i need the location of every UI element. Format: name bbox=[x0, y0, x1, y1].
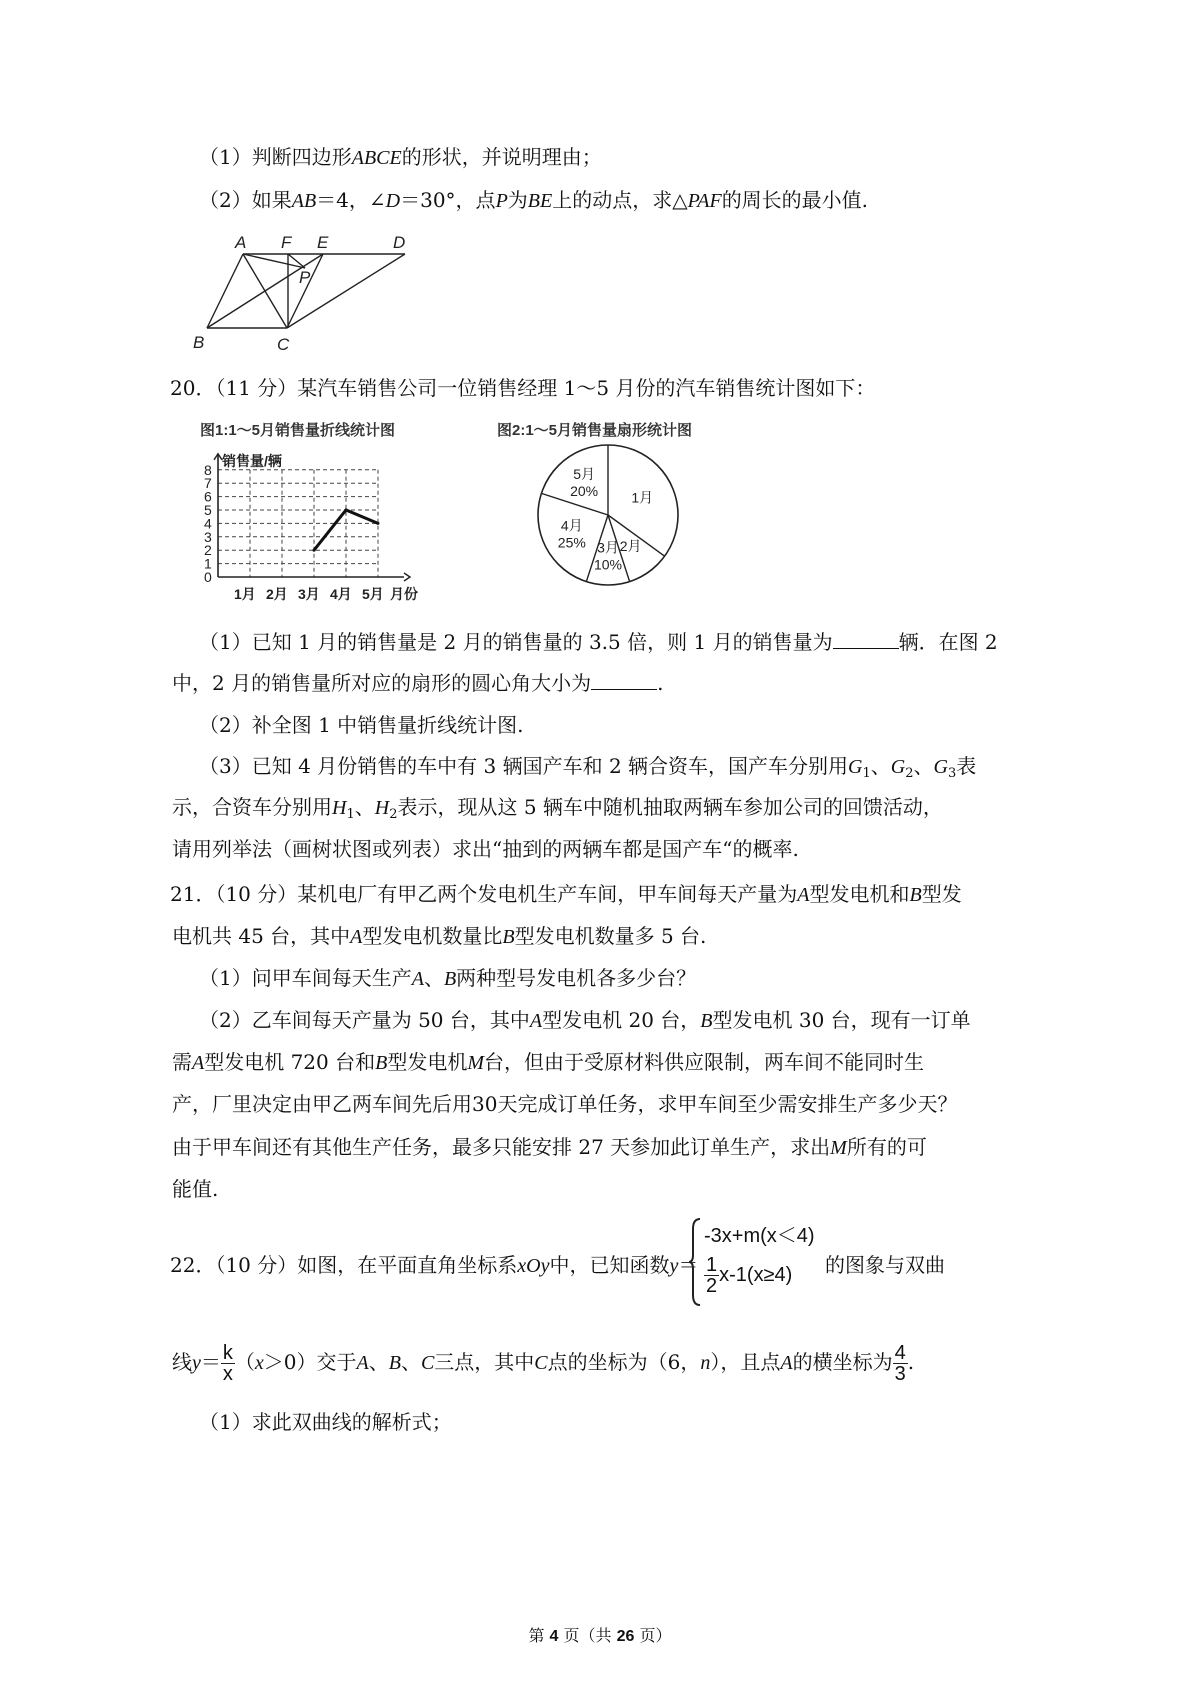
pie-label: 3月 bbox=[597, 539, 619, 556]
q22-p1: （1）求此双曲线的解析式； bbox=[199, 1410, 452, 1434]
segment-ac bbox=[243, 254, 287, 328]
left-brace bbox=[688, 1217, 702, 1307]
q20-p1-line2: 中，2 月的销售量所对应的扇形的圆心角大小为 . bbox=[172, 671, 664, 695]
pie-percent-label: 10% bbox=[593, 556, 623, 573]
x-axis-label: 月份 bbox=[390, 586, 418, 602]
y-tick-label: 6 bbox=[204, 488, 212, 505]
label-e: E bbox=[317, 233, 329, 252]
case-2-fraction: $\frac{1}{2}$ bbox=[706, 1254, 718, 1297]
label-p: P bbox=[299, 268, 311, 287]
pie-percent-label: 20% bbox=[570, 483, 599, 500]
case-1: -3x+m(x＜4) bbox=[704, 1225, 815, 1247]
geometry-figure bbox=[185, 228, 425, 358]
x-axis-arrow bbox=[404, 573, 410, 581]
data-point bbox=[345, 509, 348, 512]
q21-p2-line4: 由于甲车间还有其他生产任务，最多只能安排 27 天参加此订单生产，求出M所有的可 bbox=[172, 1135, 927, 1159]
chart1-title: 图1:1～5月销售量折线统计图 bbox=[200, 422, 396, 439]
q22-line2: 线y＝ $\frac{k}{x}$ （x＞0）交于A、B、C三点，其中C点的坐标为（6，n），且点A的横坐标为 $\frac{4}{3}$ . bbox=[172, 1342, 915, 1385]
y-tick-label: 4 bbox=[204, 515, 212, 532]
y-tick-label: 0 bbox=[204, 569, 212, 585]
label-a: A bbox=[235, 233, 247, 252]
q21-line1: 21．（10 分）某机电厂有甲乙两个发电机生产车间，甲车间每天产量为A型发电机和B型发 bbox=[170, 882, 962, 906]
piecewise-function bbox=[688, 1217, 828, 1307]
y-tick-label: 1 bbox=[204, 555, 212, 572]
line-chart bbox=[180, 440, 460, 630]
q19-part2: （2）如果AB＝4，∠D＝30°，点P为BE上的动点，求△PAF的周长的最小值. bbox=[199, 188, 869, 212]
q19-part1: （1）判断四边形ABCE的形状，并说明理由； bbox=[199, 145, 602, 169]
y-tick-label: 3 bbox=[204, 528, 212, 545]
q21-p2-line3: 产，厂里决定由甲乙两车间先后用30天完成订单任务，求甲车间至少需安排生产多少天？ bbox=[172, 1092, 958, 1116]
page-footer: 第 4 页（共 26 页） bbox=[528, 1626, 672, 1645]
series-line bbox=[314, 510, 378, 550]
label-f: F bbox=[281, 233, 292, 252]
x-tick-label: 5月 bbox=[362, 586, 384, 602]
x-tick-label: 4月 bbox=[330, 586, 352, 602]
q20-p3-line2: 示，合资车分别用$H_1$、$H_2$表示，现从这 5 辆车中随机抽取两辆车参加公司的回馈活动， bbox=[172, 795, 943, 822]
y-tick-label: 7 bbox=[204, 475, 212, 492]
data-point bbox=[377, 522, 380, 525]
pie-chart bbox=[530, 440, 690, 600]
label-c: C bbox=[277, 335, 290, 354]
x-tick-label: 2月 bbox=[266, 586, 288, 602]
pie-label: 2月 bbox=[619, 538, 642, 555]
q22-line1-end: 的图象与双曲 bbox=[825, 1253, 945, 1277]
y-axis-label: 销售量/辆 bbox=[222, 452, 282, 469]
q20-header: 20．（11 分）某汽车销售公司一位销售经理 1～5 月份的汽车销售统计图如下： bbox=[170, 376, 876, 400]
label-d: D bbox=[393, 233, 406, 252]
x-tick-label: 1月 bbox=[234, 586, 256, 602]
q20-p3-line3: 请用列举法（画树状图或列表）求出“抽到的两辆车都是国产车“的概率. bbox=[172, 837, 799, 861]
pie-label: 1月 bbox=[631, 489, 654, 506]
data-point bbox=[313, 549, 316, 552]
case-2: $\frac{1}{2}$ x-1(x≥4) bbox=[706, 1254, 793, 1297]
q20-p1-line1: （1）已知 1 月的销售量是 2 月的销售量的 3.5 倍，则 1 月的销售量为 辆．在图 2 bbox=[199, 630, 998, 654]
q21-p2-line5: 能值. bbox=[172, 1177, 219, 1201]
answer-blank-2[interactable] bbox=[591, 671, 657, 690]
q21-p1: （1）问甲车间每天生产A、B两种型号发电机各多少台？ bbox=[199, 966, 697, 990]
k-over-x-fraction: $\frac{k}{x}$ bbox=[222, 1342, 233, 1385]
q21-p2-line1: （2）乙车间每天产量为 50 台，其中A型发电机 20 台，B型发电机 30 台，现有一订单 bbox=[199, 1008, 971, 1032]
answer-blank-1[interactable] bbox=[833, 630, 899, 649]
q22-line1: 22．（10 分）如图，在平面直角坐标系xOy中，已知函数y＝ bbox=[170, 1253, 699, 1277]
q21-line2: 电机共 45 台，其中A型发电机数量比B型发电机数量多 5 台. bbox=[172, 924, 707, 948]
q20-p3-line1: （3）已知 4 月份销售的车中有 3 辆国产车和 2 辆合资车，国产车分别用$G_1$、$G_2$、$G_3$表 bbox=[199, 754, 977, 781]
label-b: B bbox=[193, 333, 205, 352]
pie-label: 4月 bbox=[560, 517, 583, 534]
x-tick-label: 3月 bbox=[298, 586, 320, 602]
chart2-title: 图2:1～5月销售量扇形统计图 bbox=[497, 422, 693, 439]
q20-p2: （2）补全图 1 中销售量折线统计图. bbox=[199, 713, 524, 737]
y-tick-label: 5 bbox=[204, 502, 212, 518]
y-tick-label: 8 bbox=[204, 461, 212, 478]
pie-percent-label: 25% bbox=[557, 534, 586, 551]
q21-p2-line2: 需A型发电机 720 台和B型发电机M台，但由于受原材料供应限制，两车间不能同时生 bbox=[172, 1050, 924, 1074]
four-thirds-fraction: $\frac{4}{3}$ bbox=[894, 1342, 906, 1385]
y-tick-label: 2 bbox=[204, 542, 212, 559]
pie-label: 5月 bbox=[573, 466, 596, 483]
